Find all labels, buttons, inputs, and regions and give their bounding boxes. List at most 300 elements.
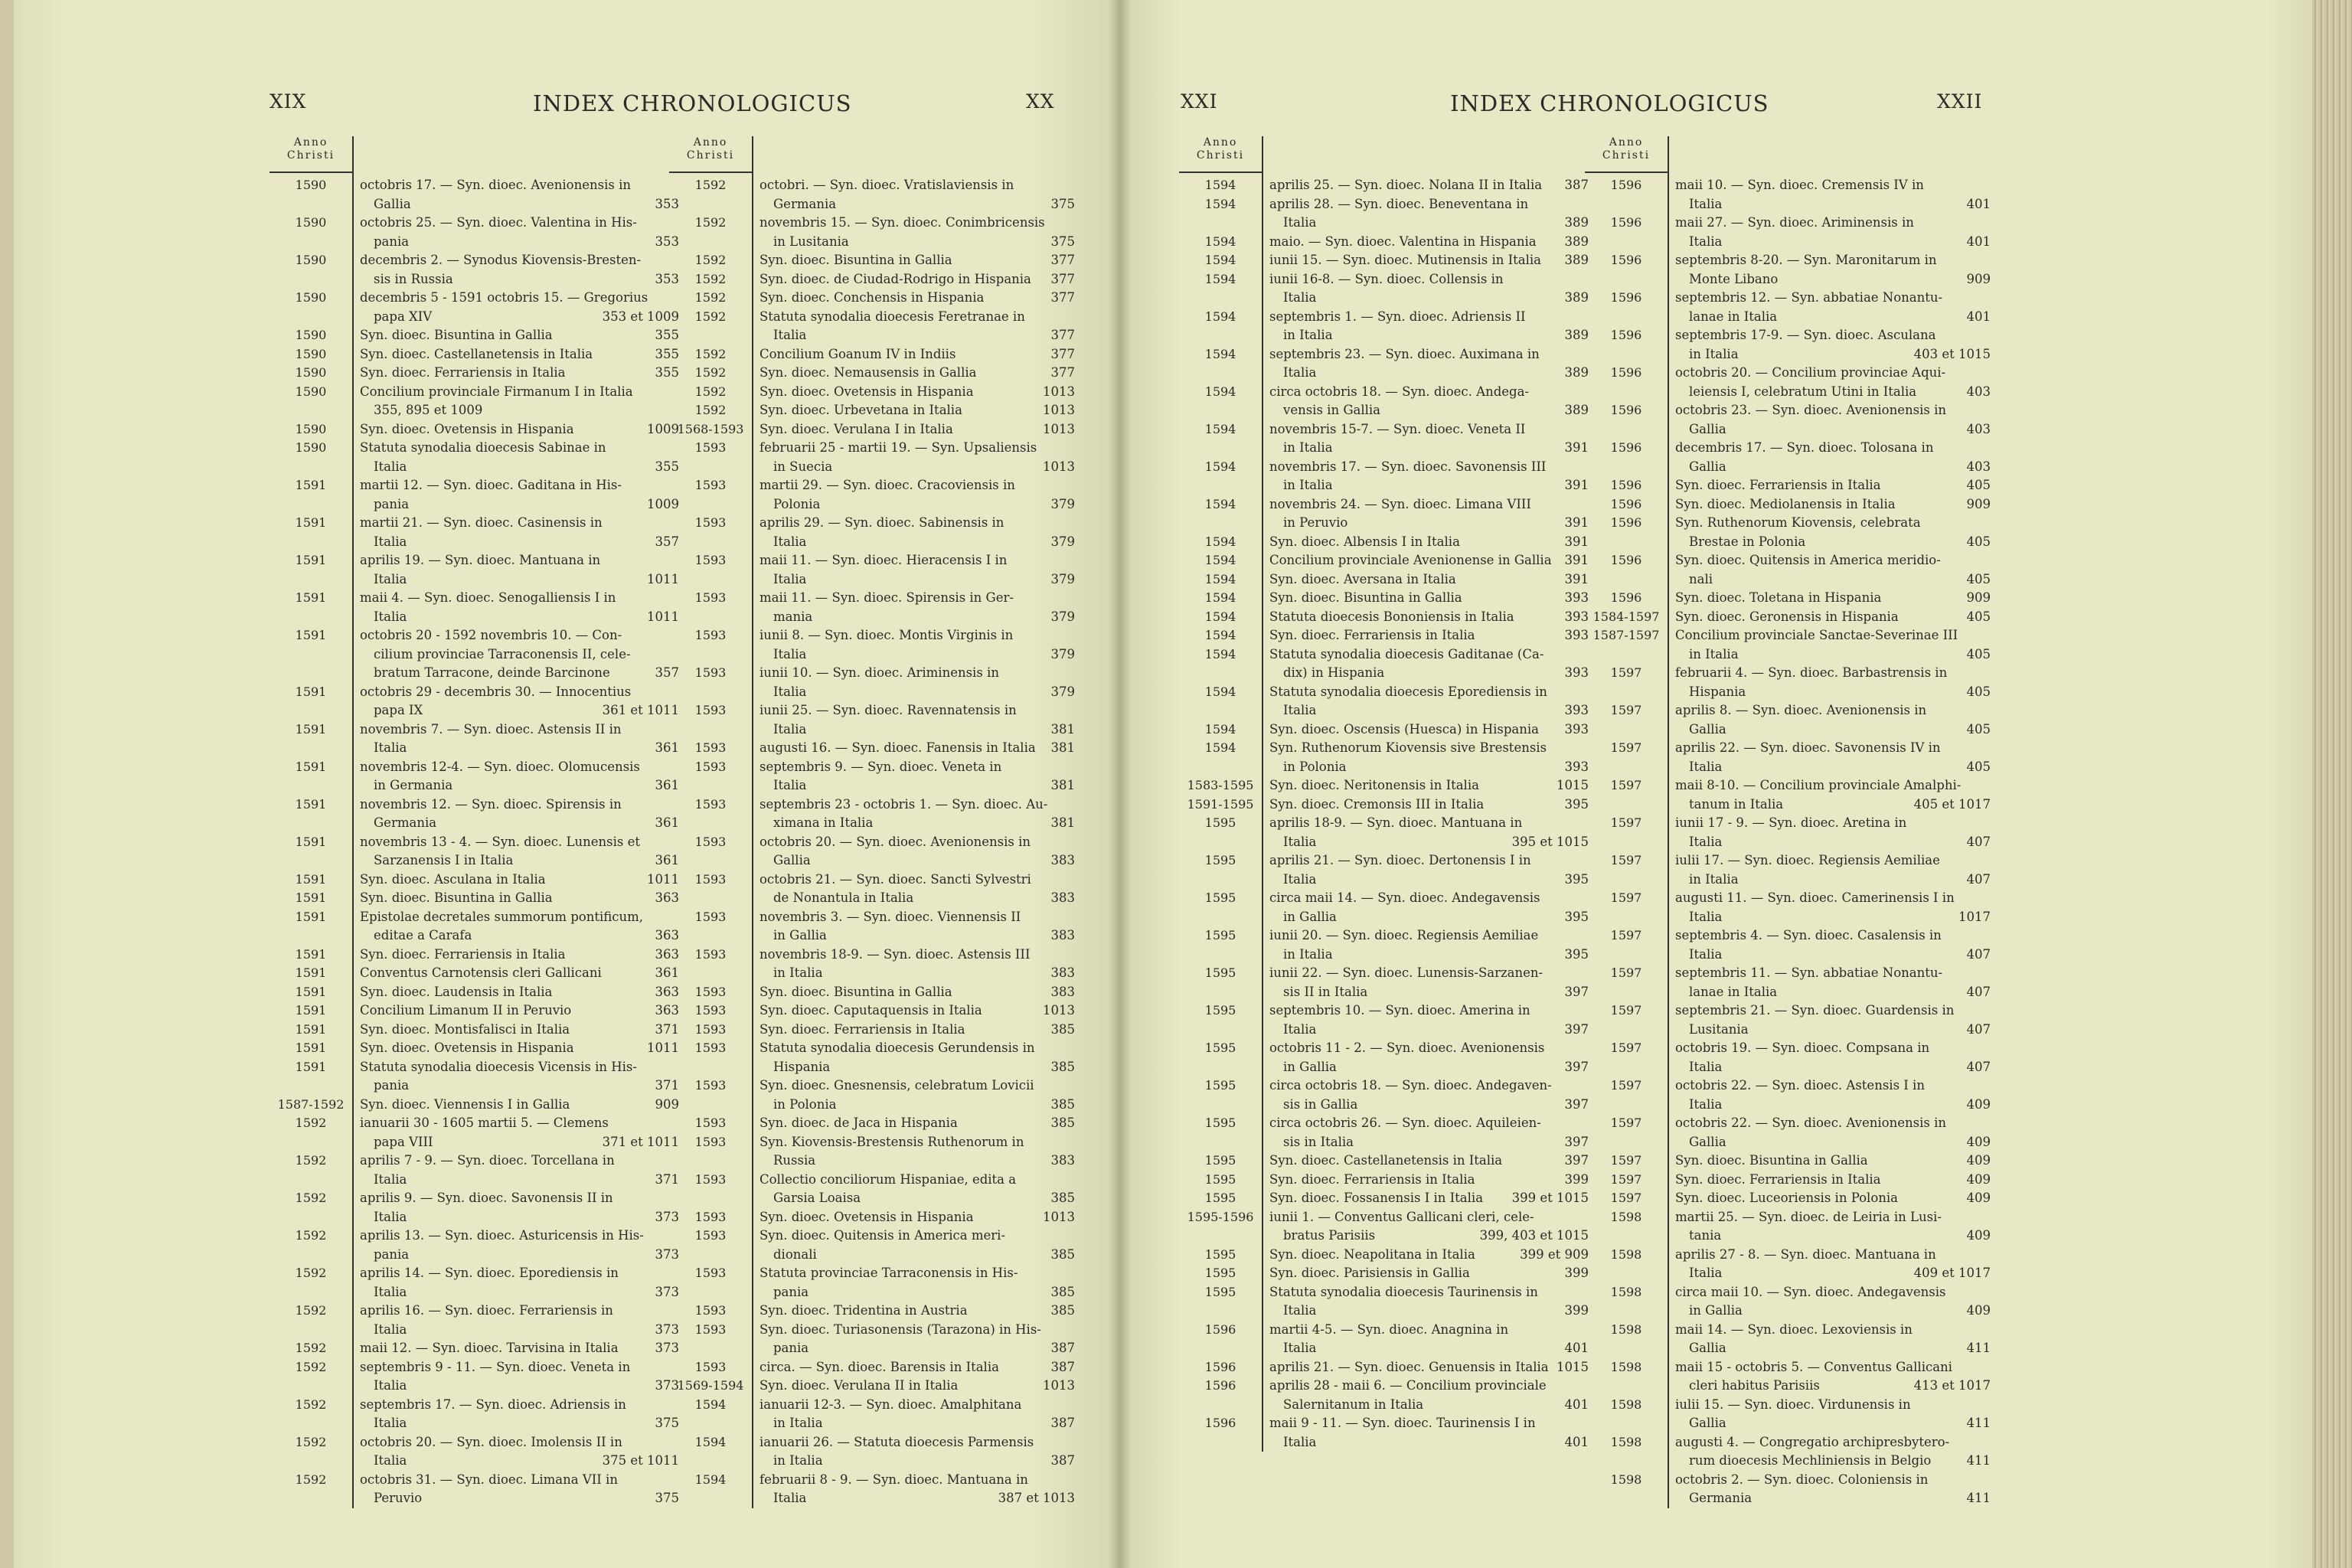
entry-line: Italia 373 <box>360 1283 679 1302</box>
entry-line: decembris 17. — Syn. dioec. Tolosana in <box>1675 440 1934 455</box>
index-entry <box>1179 458 1589 495</box>
page-reference: 405 <box>1966 478 1991 492</box>
index-entry <box>270 889 679 908</box>
page-reference: 389 <box>1564 290 1589 305</box>
index-entry <box>1179 1152 1589 1171</box>
entry-line: Syn. dioec. Ferrariensis in Italia 409 <box>1675 1171 1991 1190</box>
page-reference: 909 <box>1966 496 1991 511</box>
index-entry <box>270 1396 679 1433</box>
entry-year: 1593 <box>694 590 727 605</box>
index-entry <box>669 1001 1075 1021</box>
entry-line: decembris 5 - 1591 octobris 15. — Gregorius <box>360 290 648 305</box>
entry-line: septembris 17-9. — Syn. dioec. Asculana <box>1675 328 1936 342</box>
entry-year: 1593 <box>694 909 727 924</box>
entry-line: iunii 22. — Syn. dioec. Lunensis-Sarzanen- <box>1269 965 1544 980</box>
entry-line: Gallia 403 <box>1675 458 1991 477</box>
entry-line: Italia 355 <box>360 458 679 477</box>
index-entry <box>1179 308 1589 345</box>
entry-line: Syn. Ruthenorum Kiovensis, celebrata <box>1675 515 1921 530</box>
entry-text <box>752 1358 1075 1377</box>
entry-year: 1596 <box>1204 1359 1236 1374</box>
index-entry <box>669 345 1075 364</box>
index-entry <box>270 551 679 589</box>
entry-line: Italia 409 et 1017 <box>1675 1264 1991 1283</box>
entry-year: 1590 <box>295 215 327 230</box>
index-entry <box>1585 1114 1991 1152</box>
entry-line: Statuta synodalia dioecesis Gerundensis in <box>760 1040 1035 1055</box>
entry-text <box>352 1339 679 1358</box>
entry-year: 1593 <box>694 478 727 492</box>
entry-line: Sarzanensis I in Italia 361 <box>360 851 679 871</box>
entry-year: 1595 <box>1204 1116 1236 1130</box>
entry-year: 1597 <box>1610 1191 1642 1205</box>
index-entry <box>1179 1321 1589 1358</box>
entry-line: februarii 8 - 9. — Syn. dioec. Mantuana in <box>760 1472 1028 1487</box>
page-reference: 371 <box>655 1171 679 1187</box>
index-entry <box>669 1264 1075 1302</box>
entry-year: 1594 <box>1204 271 1236 286</box>
entry-text <box>352 795 679 833</box>
entry-line: in Gallia 409 <box>1675 1302 1991 1321</box>
entry-line: Hispania 385 <box>760 1058 1075 1077</box>
entry-text <box>752 364 1075 383</box>
index-entry <box>669 664 1075 701</box>
entry-text <box>352 1227 679 1264</box>
index-entry <box>669 383 1075 402</box>
page-reference: 373 <box>655 1209 679 1224</box>
entry-year: 1591 <box>295 721 327 737</box>
header-rule <box>270 172 352 173</box>
page-reference: 411 <box>1966 1453 1991 1468</box>
index-entry <box>1179 551 1589 570</box>
year-column-rule <box>1668 136 1669 1508</box>
index-entry <box>1179 176 1589 195</box>
page-reference: 405 <box>1966 721 1991 737</box>
entry-list <box>270 176 679 1508</box>
index-entry <box>270 1189 679 1227</box>
index-entry <box>669 589 1075 626</box>
index-entry <box>669 439 1075 476</box>
entry-year: 1597 <box>1610 965 1642 980</box>
entry-text <box>1668 589 1991 608</box>
entry-text <box>352 214 679 251</box>
entry-year: 1591 <box>295 759 327 774</box>
page-reference: 373 <box>655 1378 679 1393</box>
index-entry <box>1585 814 1991 851</box>
entry-line: septembris 8-20. — Syn. Maronitarum in <box>1675 253 1937 267</box>
entry-line: Italia 373 <box>360 1377 679 1396</box>
page-reference: 1013 <box>1043 421 1075 436</box>
page-reference: 383 <box>1050 853 1075 867</box>
page-reference: 401 <box>1966 234 1991 249</box>
page-reference: 385 <box>1050 1059 1075 1074</box>
index-entry <box>1179 1076 1589 1114</box>
entry-year: 1590 <box>295 365 327 380</box>
entry-line: Germania 411 <box>1675 1489 1991 1508</box>
index-entry <box>1585 364 1991 401</box>
entry-line: iulii 15. — Syn. dioec. Virdunensis in <box>1675 1396 1911 1412</box>
entry-text <box>1262 1152 1589 1171</box>
entry-text <box>752 214 1075 251</box>
entry-year: 1597 <box>1610 928 1642 942</box>
page-reference: 377 <box>1050 271 1075 286</box>
page-reference: 371 et 1011 <box>602 1134 679 1149</box>
index-entry <box>270 251 679 289</box>
entry-line: Syn. dioec. Ferrariensis in Italia 405 <box>1675 476 1991 495</box>
entry-year: 1591 <box>295 628 327 642</box>
entry-text <box>752 701 1075 739</box>
entry-line: novembris 12. — Syn. dioec. Spirensis in <box>360 796 622 812</box>
entry-line: maii 9 - 11. — Syn. dioec. Taurinensis I in <box>1269 1416 1536 1430</box>
entry-line: iunii 15. — Syn. dioec. Mutinensis in Italia 389 <box>1269 251 1589 270</box>
entry-year: 1598 <box>1610 1209 1642 1224</box>
entry-year: 1590 <box>295 178 327 192</box>
entry-line: Italia 389 <box>1269 214 1589 233</box>
entry-line: pania 371 <box>360 1076 679 1096</box>
entry-text <box>752 1114 1075 1133</box>
entry-line: lanae in Italia 407 <box>1675 983 1991 1002</box>
index-entry <box>270 871 679 890</box>
page-reference: 397 <box>1564 984 1589 999</box>
entry-year: 1594 <box>1204 740 1236 755</box>
index-entry <box>1585 495 1991 514</box>
page-reference: 1015 <box>1557 778 1589 792</box>
entry-line: septembris 4. — Syn. dioec. Casalensis in <box>1675 928 1942 942</box>
entry-line: Germania 375 <box>760 195 1075 214</box>
entry-line: februarii 4. — Syn. dioec. Barbastrensis in <box>1675 665 1948 680</box>
index-entry <box>270 1114 679 1152</box>
index-entry <box>270 476 679 514</box>
entry-line: pania 387 <box>760 1339 1075 1358</box>
entry-text <box>1668 1189 1991 1208</box>
entry-line: in Italia 387 <box>760 1452 1075 1471</box>
entry-line: Syn. dioec. Ferrariensis in Italia 355 <box>360 364 679 383</box>
index-entry <box>1179 533 1589 552</box>
page-reference: 373 <box>655 1341 679 1355</box>
entry-line: aprilis 14. — Syn. dioec. Eporediensis in <box>360 1266 619 1280</box>
entry-line: in Italia 403 et 1015 <box>1675 345 1991 364</box>
entry-text <box>1668 851 1991 889</box>
entry-line: ximana in Italia 381 <box>760 814 1075 833</box>
page-reference: 405 <box>1966 684 1991 699</box>
index-entry <box>669 401 1075 420</box>
entry-year: 1596 <box>1610 403 1642 417</box>
index-entry <box>1585 851 1991 889</box>
entry-text <box>752 946 1075 983</box>
entry-line: sis II in Italia 397 <box>1269 983 1589 1002</box>
entry-text <box>752 383 1075 402</box>
entry-line: aprilis 28. — Syn. dioec. Beneventana in <box>1269 196 1529 211</box>
entry-line: aprilis 13. — Syn. dioec. Asturicensis in His- <box>360 1228 644 1243</box>
entry-line: Syn. dioec. Geronensis in Hispania 405 <box>1675 608 1991 627</box>
page-reference: 381 <box>1050 815 1075 830</box>
page-reference: 393 <box>1564 628 1589 642</box>
entry-text <box>352 383 679 420</box>
entry-line: aprilis 29. — Syn. dioec. Sabinensis in <box>760 515 1004 530</box>
entry-year: 1591-1595 <box>1187 796 1254 812</box>
entry-line: Italia 379 <box>760 570 1075 590</box>
entry-year: 1595 <box>1204 928 1236 942</box>
entry-text <box>1262 1001 1589 1039</box>
entry-text <box>1668 776 1991 814</box>
entry-text <box>352 289 679 326</box>
entry-year: 1596 <box>1610 478 1642 492</box>
entry-line: Monte Libano 909 <box>1675 270 1991 289</box>
index-entry <box>270 983 679 1002</box>
entry-line: Italia 389 <box>1269 289 1589 308</box>
entry-text <box>752 420 1075 439</box>
entry-line: iunii 10. — Syn. dioec. Ariminensis in <box>760 665 999 680</box>
entry-line: Gallia 403 <box>1675 420 1991 439</box>
entry-text <box>1668 664 1991 701</box>
page-reference: 379 <box>1050 571 1075 586</box>
entry-text <box>1262 420 1589 458</box>
entry-text <box>1668 495 1991 514</box>
page-reference: 373 <box>655 1246 679 1262</box>
index-entry <box>270 946 679 965</box>
entry-text <box>1262 608 1589 627</box>
page-reference: 353 <box>655 271 679 286</box>
entry-year: 1590 <box>295 440 327 455</box>
entry-text <box>352 551 679 589</box>
index-entry <box>1179 1377 1589 1414</box>
page-reference: 401 <box>1966 196 1991 211</box>
entry-year: 1592 <box>295 1191 327 1205</box>
book-gutter <box>1109 0 1132 1568</box>
entry-line: Gallia 353 <box>360 195 679 214</box>
entry-text <box>752 251 1075 270</box>
entry-text <box>352 946 679 965</box>
entry-text <box>1668 1433 1991 1471</box>
entry-year: 1593 <box>694 834 727 849</box>
entry-year: 1594 <box>1204 384 1236 399</box>
entry-text <box>1668 926 1991 964</box>
page-reference: 375 <box>655 1416 679 1430</box>
entry-year: 1598 <box>1610 1284 1642 1299</box>
entry-text <box>1262 570 1589 590</box>
entry-year: 1593 <box>694 1209 727 1224</box>
entry-year: 1596 <box>1610 215 1642 230</box>
page-reference: 401 <box>1564 1434 1589 1449</box>
page-reference: 409 <box>1966 1153 1991 1168</box>
entry-line: Italia 1011 <box>360 570 679 590</box>
entry-line: Italia 371 <box>360 1171 679 1190</box>
entry-line: sis in Gallia 397 <box>1269 1096 1589 1115</box>
entry-text <box>352 1302 679 1339</box>
page-reference: 385 <box>1050 1096 1075 1112</box>
entry-year: 1587-1597 <box>1592 628 1660 642</box>
entry-line: Syn. dioec. Mediolanensis in Italia 909 <box>1675 495 1991 514</box>
index-entry <box>669 983 1075 1002</box>
entry-line: octobris 23. — Syn. dioec. Avenionensis in <box>1675 403 1946 417</box>
index-entry <box>669 1302 1075 1321</box>
page-reference: 403 <box>1966 421 1991 436</box>
index-entry <box>1179 570 1589 590</box>
entry-line: septembris 23. — Syn. dioec. Auximana in <box>1269 346 1540 361</box>
entry-year: 1592 <box>694 309 727 324</box>
entry-line: papa IX 361 et 1011 <box>360 701 679 720</box>
page-reference: 383 <box>1050 928 1075 942</box>
page-reference: 383 <box>1050 965 1075 980</box>
entry-line: Italia 375 et 1011 <box>360 1452 679 1471</box>
page-reference: 379 <box>1050 496 1075 511</box>
page-reference: 393 <box>1564 609 1589 624</box>
index-entry <box>669 1076 1075 1114</box>
entry-line: Statuta synodalia dioecesis Sabinae in <box>360 440 606 455</box>
entry-year: 1590 <box>295 328 327 342</box>
index-entry <box>1179 1283 1589 1321</box>
page-reference: 357 <box>655 534 679 549</box>
entry-year: 1590 <box>295 346 327 361</box>
page-reference: 379 <box>1050 534 1075 549</box>
page-reference: 399 <box>1564 1266 1589 1280</box>
entry-text <box>352 964 679 983</box>
entry-line: maii 11. — Syn. dioec. Hieracensis I in <box>760 553 1008 567</box>
page-reference: 1011 <box>647 1040 679 1055</box>
entry-line: lanae in Italia 401 <box>1675 308 1991 327</box>
entry-line: Statuta synodalia dioecesis Taurinensis in <box>1269 1284 1538 1299</box>
page-reference: 387 <box>1050 1416 1075 1430</box>
index-entry <box>1179 251 1589 270</box>
header-rule <box>669 172 752 173</box>
page-reference: 379 <box>1050 646 1075 662</box>
entry-line: Syn. dioec. Ferrariensis in Italia 393 <box>1269 626 1589 645</box>
page-reference: 361 <box>655 778 679 792</box>
entry-line: Syn. dioec. Bisuntina in Gallia 377 <box>760 251 1075 270</box>
entry-text <box>352 514 679 551</box>
page-reference: 393 <box>1564 759 1589 774</box>
page-reference: 375 <box>1050 196 1075 211</box>
year-column-rule <box>752 136 753 1508</box>
index-entry <box>270 758 679 795</box>
index-entry <box>270 439 679 476</box>
entry-text <box>1262 1171 1589 1190</box>
entry-text <box>752 176 1075 214</box>
entry-line: Syn. dioec. Luceoriensis in Polonia 409 <box>1675 1189 1991 1208</box>
index-entry <box>1585 1189 1991 1208</box>
page-reference: 395 <box>1564 946 1589 962</box>
entry-year: 1592 <box>694 384 727 399</box>
index-entry <box>270 964 679 983</box>
entry-year: 1596 <box>1610 440 1642 455</box>
page-reference: 377 <box>1050 365 1075 380</box>
page-reference: 353 <box>655 196 679 211</box>
page-reference: 405 et 1017 <box>1913 796 1991 812</box>
page-reference: 377 <box>1050 290 1075 305</box>
entry-line: Syn. dioec. Verulana I in Italia 1013 <box>760 420 1075 439</box>
entry-line: sis in Italia 397 <box>1269 1133 1589 1152</box>
page-reference: 407 <box>1966 834 1991 849</box>
index-entry <box>669 251 1075 270</box>
index-entry <box>669 795 1075 833</box>
index-entry <box>669 270 1075 289</box>
page-reference: 381 <box>1050 740 1075 755</box>
entry-year: 1568-1593 <box>677 421 744 436</box>
entry-text <box>752 270 1075 289</box>
page-reference: 363 <box>655 928 679 942</box>
entry-year: 1593 <box>694 1003 727 1018</box>
entry-line: Italia 375 <box>360 1414 679 1433</box>
anno-christi-label: Christi <box>686 149 735 162</box>
entry-line: novembris 17. — Syn. dioec. Savonensis III <box>1269 459 1547 474</box>
entry-text <box>1668 439 1991 476</box>
entry-year: 1592 <box>694 253 727 267</box>
page-reference: 387 <box>1050 1359 1075 1374</box>
index-entry <box>270 326 679 345</box>
entry-line: in Polonia 393 <box>1269 758 1589 777</box>
entry-text <box>1668 1039 1991 1076</box>
index-entry <box>1585 608 1991 627</box>
entry-year: 1592 <box>295 1434 327 1449</box>
entry-year: 1596 <box>1204 1378 1236 1393</box>
entry-text <box>752 1001 1075 1021</box>
entry-line: in Germania 361 <box>360 776 679 795</box>
page-reference: 403 <box>1966 459 1991 474</box>
index-entry <box>669 1039 1075 1076</box>
entry-line: Italia 387 et 1013 <box>760 1489 1075 1508</box>
entry-line: Syn. dioec. Caputaquensis in Italia 1013 <box>760 1001 1075 1021</box>
index-entry <box>270 1264 679 1302</box>
page-reference: 1011 <box>647 571 679 586</box>
page-reference: 909 <box>1966 271 1991 286</box>
page-reference: 385 <box>1050 1116 1075 1130</box>
index-entry <box>270 589 679 626</box>
entry-line: cleri habitus Parisiis 413 et 1017 <box>1675 1377 1991 1396</box>
entry-year: 1598 <box>1610 1434 1642 1449</box>
entry-text <box>352 1189 679 1227</box>
entry-year: 1595 <box>1204 1078 1236 1093</box>
page-reference: 1009 <box>647 421 679 436</box>
entry-year: 1593 <box>694 871 727 887</box>
entry-year: 1598 <box>1610 1321 1642 1337</box>
index-entry <box>1179 720 1589 740</box>
entry-line: Syn. dioec. Neritonensis in Italia 1015 <box>1269 776 1589 795</box>
entry-text <box>1668 289 1991 326</box>
entry-year: 1591 <box>295 871 327 887</box>
index-entry <box>1179 1171 1589 1190</box>
entry-line: pania 385 <box>760 1283 1075 1302</box>
entry-year: 1594 <box>1204 721 1236 737</box>
entry-line: maii 10. — Syn. dioec. Cremensis IV in <box>1675 178 1924 192</box>
entry-year: 1591 <box>295 590 327 605</box>
entry-year: 1595 <box>1204 815 1236 830</box>
entry-text <box>352 833 679 871</box>
entry-line: octobris 20 - 1592 novembris 10. — Con- <box>360 628 622 642</box>
entry-line: septembris 1. — Syn. dioec. Adriensis II <box>1269 309 1526 324</box>
entry-text <box>1668 176 1991 214</box>
entry-text <box>752 1264 1075 1302</box>
entry-text <box>1668 401 1991 439</box>
entry-year: 1593 <box>694 984 727 999</box>
index-entry <box>1585 1246 1991 1283</box>
entry-line: Statuta dioecesis Bononiensis in Italia 393 <box>1269 608 1589 627</box>
index-entry <box>270 908 679 946</box>
index-entry <box>270 1227 679 1264</box>
index-entry <box>669 214 1075 251</box>
entry-year: 1587-1592 <box>277 1096 345 1112</box>
entry-line: Syn. dioec. Laudensis in Italia 363 <box>360 983 679 1002</box>
entry-year: 1594 <box>694 1472 727 1487</box>
entry-line: Lusitania 407 <box>1675 1021 1991 1040</box>
entry-text <box>1262 1414 1589 1452</box>
index-entry <box>1585 1076 1991 1114</box>
page-reference: 389 <box>1564 328 1589 342</box>
entry-year: 1591 <box>295 478 327 492</box>
entry-year: 1597 <box>1610 1040 1642 1055</box>
entry-year: 1596 <box>1610 253 1642 267</box>
entry-line: Gallia 411 <box>1675 1339 1991 1358</box>
entry-line: ianuarii 12-3. — Syn. dioec. Amalphitana <box>760 1396 1022 1412</box>
